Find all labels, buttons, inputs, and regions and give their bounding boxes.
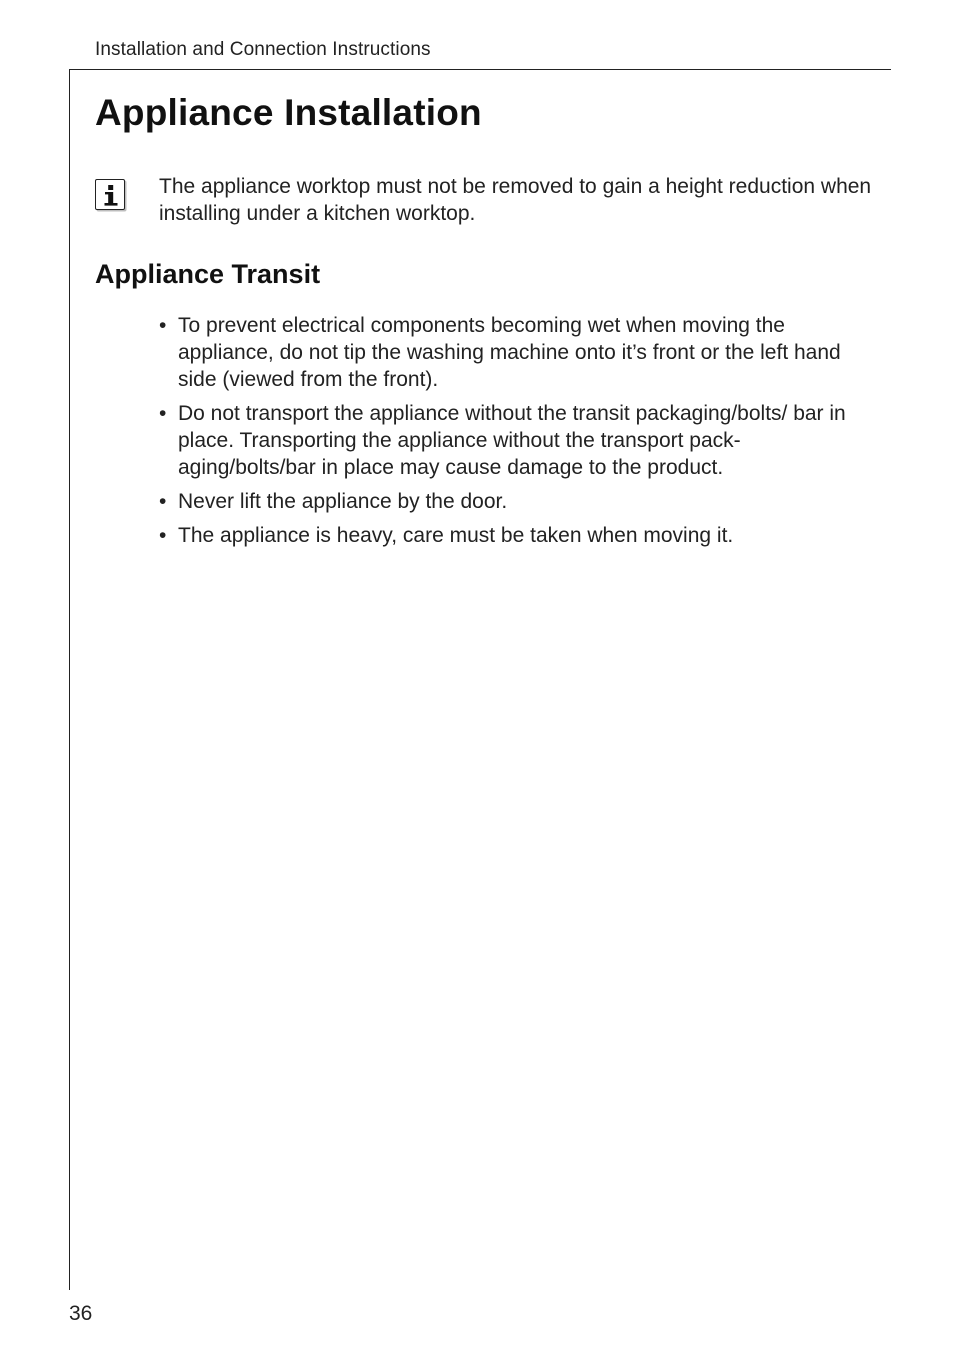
list-item-text: To prevent electrical components becoming wet when moving the appliance, do not tip the washing machine onto it’s front or the left hand side (viewed from the front). bbox=[178, 314, 841, 391]
margin-rule bbox=[69, 69, 70, 1290]
list-item bbox=[159, 400, 879, 481]
bullet-mark: • bbox=[159, 490, 167, 513]
list-item bbox=[159, 522, 879, 549]
list-item bbox=[159, 488, 879, 515]
bullet-mark: • bbox=[159, 524, 167, 547]
section-heading: Appliance Transit bbox=[95, 259, 321, 289]
running-header: Installation and Connection Instructions bbox=[95, 39, 431, 60]
list-item-text: Do not transport the appliance without the transit packaging/bolts/ bar in place. Transporting the appliance without the transport pack- aging/bolts/bar in place may cause damage to the product. bbox=[178, 402, 846, 479]
list-item-text: The appliance is heavy, care must be taken when moving it. bbox=[178, 524, 734, 547]
list-item bbox=[159, 312, 879, 393]
bullet-mark: • bbox=[159, 314, 167, 337]
info-note-text: The appliance worktop must not be removed to gain a height reduction when installing under a kitchen worktop. bbox=[159, 175, 872, 225]
page-number: 36 bbox=[69, 1302, 93, 1325]
page-title: Appliance Installation bbox=[95, 92, 482, 133]
bullet-list bbox=[159, 312, 879, 556]
list-item-text: Never lift the appliance by the door. bbox=[178, 490, 508, 513]
header-rule bbox=[69, 69, 891, 70]
bullet-mark: • bbox=[159, 402, 167, 425]
info-icon bbox=[95, 179, 125, 210]
